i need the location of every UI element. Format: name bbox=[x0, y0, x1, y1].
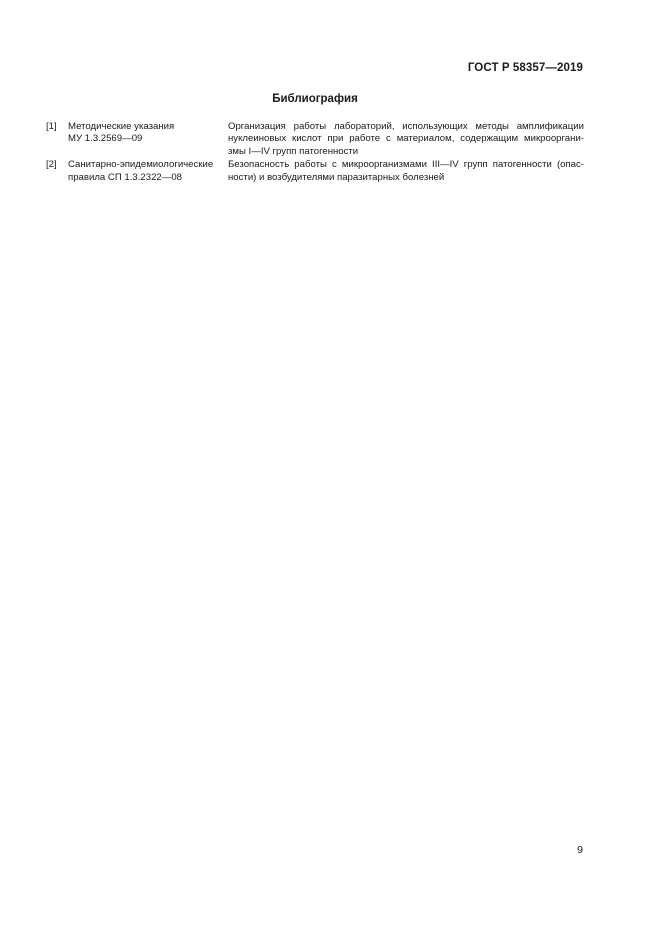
entry-number: [2] bbox=[46, 159, 57, 171]
entry-title-line: змы I—IV групп патогенности bbox=[228, 145, 359, 157]
entry-source-line: Санитарно-эпидемиологические bbox=[68, 159, 214, 171]
entry-title bbox=[228, 121, 584, 158]
entry-title-line: Организация работы лабораторий, использующих методы амплификации bbox=[228, 121, 584, 132]
entry-source-line: правила СП 1.3.2322—08 bbox=[68, 171, 183, 183]
entry-source-line: МУ 1.3.2569—09 bbox=[68, 133, 143, 145]
entry-title-line: нуклеиновых кислот при работе с материалом, содержащим микрооргани- bbox=[228, 133, 584, 145]
page-number: 9 bbox=[577, 844, 583, 856]
entry-source-line: Методические указания bbox=[68, 121, 175, 132]
bibliography-list bbox=[46, 121, 584, 185]
entry-source bbox=[68, 121, 228, 158]
page-title: Библиография bbox=[272, 93, 358, 105]
standard-code-header: ГОСТ Р 58357—2019 bbox=[467, 62, 583, 74]
entry-source bbox=[68, 159, 228, 184]
entry-number: [1] bbox=[46, 121, 57, 132]
entry-title bbox=[228, 159, 584, 184]
entry-title-line: ности) и возбудителями паразитарных болезней bbox=[228, 171, 445, 183]
entry-title-line: Безопасность работы с микроорганизмами III—IV групп патогенности (опас- bbox=[228, 159, 584, 171]
bibliography-entry bbox=[46, 159, 584, 184]
bibliography-entry bbox=[46, 121, 584, 158]
